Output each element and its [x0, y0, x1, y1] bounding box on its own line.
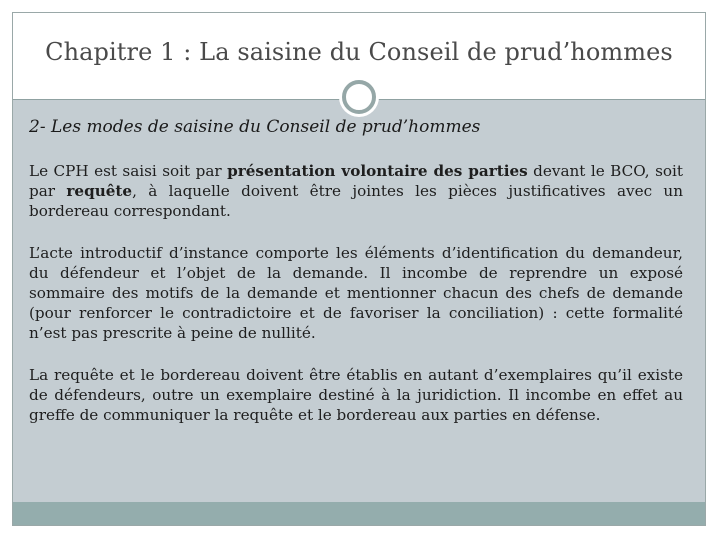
footer-bar	[13, 502, 705, 525]
paragraph-text: Le CPH est saisi soit par	[29, 162, 228, 180]
bold-term-requete: requête	[66, 182, 133, 201]
paragraph-text: , à laquelle doivent être jointes les pièces justificatives avec un bordereau correspondant.	[29, 182, 683, 221]
circle-ornament-icon	[342, 80, 376, 114]
section-subtitle: 2- Les modes de saisine du Conseil de prud’hommes	[29, 117, 481, 137]
paragraph-saisine	[29, 161, 683, 222]
paragraph-exemplaires: La requête et le bordereau doivent être établis en autant d’exemplaires qu’il existe de défendeurs, outre un exemplaire destiné à la juridiction. Il incombe en effet au greffe de communiquer la requête et le bordereau aux parties en défense.	[29, 365, 683, 425]
paragraph-text: devant le BCO, soit par	[29, 162, 683, 201]
bold-term-presentation: présentation volontaire des parties	[227, 162, 528, 180]
paragraph-acte-introductif: L’acte introductif d’instance comporte les éléments d’identification du demandeur, du défendeur et l’objet de la demande. Il incombe de reprendre un exposé sommaire des motifs de la demande et mentionner chacun des chefs de demande (pour renforcer le contradictoire et de favoriser la conciliation) : cette formalité n’est pas prescrite à peine de nullité.	[29, 243, 683, 343]
slide-title: Chapitre 1 : La saisine du Conseil de prud’hommes	[45, 38, 673, 66]
text-block	[29, 116, 683, 446]
